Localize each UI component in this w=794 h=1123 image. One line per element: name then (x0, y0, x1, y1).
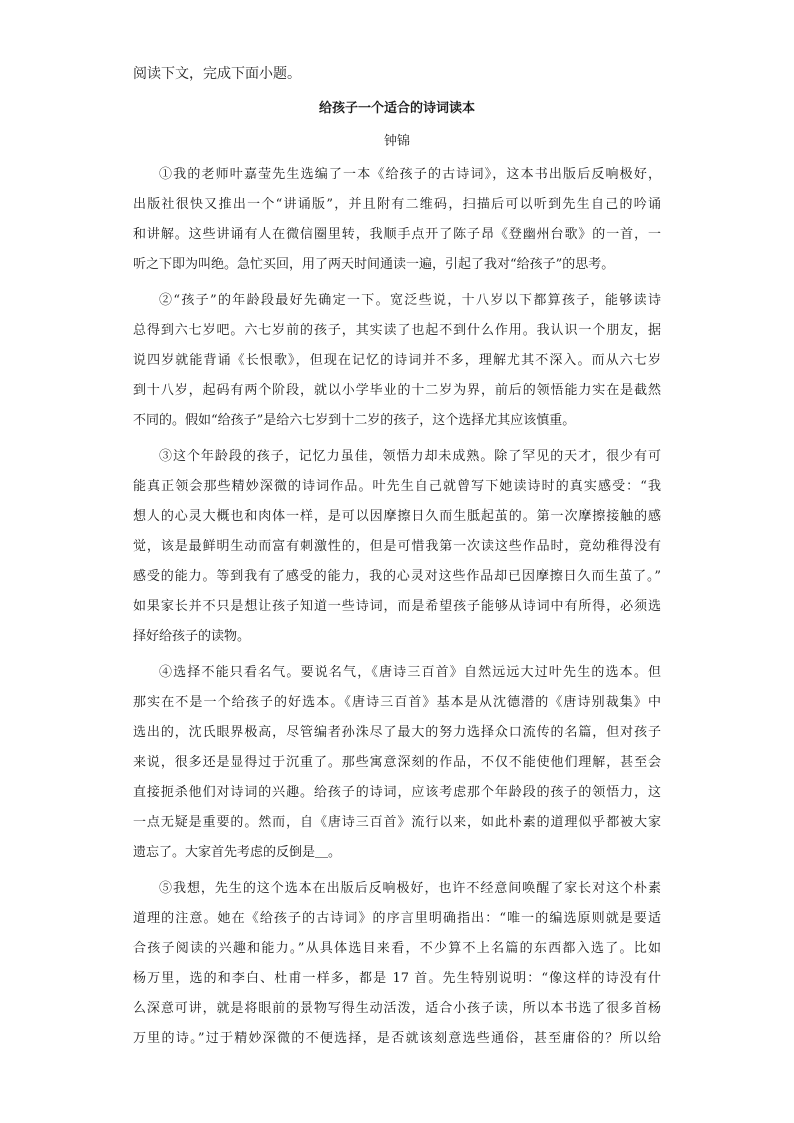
text-line: ②“孩子”的年龄段最好先确定一下。宽泛些说，十八岁以下都算孩子，能够读诗 (159, 293, 661, 308)
text-line: 选出的，沈氏眼界极高，尽管编者孙洙尽了最大的努力选择众口流传的名篇，但对孩子 (133, 725, 661, 740)
paragraph-5 (133, 874, 661, 1054)
text-line: 出版社很快又推出一个“讲诵版”，并且附有二维码，扫描后可以听到先生自己的吟诵 (133, 197, 661, 212)
text-line: 感受的能力。等到我有了感受的能力，我的心灵对这些作品却已因摩擦日久而生茧了。” (133, 569, 661, 584)
text-line: ④选择不能只看名气。要说名气，《唐诗三百首》自然远远大过叶先生的选本。但 (159, 665, 661, 680)
paragraph-2 (133, 286, 661, 436)
paragraph-4 (133, 658, 661, 868)
text-line: 择好给孩子的读物。 (133, 629, 251, 644)
text-line: 觉，该是最鲜明生动而富有刺激性的，但是可惜我第一次读这些作品时，竟幼稚得没有 (133, 539, 661, 554)
text-line: 合孩子阅读的兴趣和能力。”从具体选目来看，不少算不上名篇的东西都入选了。比如 (133, 941, 661, 956)
text-line: 直接扼杀他们对诗词的兴趣。给孩子的诗词，应该考虑那个年龄段的孩子的领悟力，这 (133, 785, 661, 800)
text-line: 和讲解。这些讲诵有人在微信圈里转，我顺手点开了陈子昂《登幽州台歌》的一首，一 (133, 227, 661, 242)
text-line: 如果家长并不只是想让孩子知道一些诗词，而是希望孩子能够从诗词中有所得，必须选 (133, 599, 661, 614)
text-line: 来说，很多还是显得过于沉重了。那些寓意深刻的作品，不仅不能使他们理解，甚至会 (133, 755, 661, 770)
paragraph-3 (133, 442, 661, 652)
text-line: 杨万里，选的和李白、杜甫一样多，都是 17 首。先生特别说明：“像这样的诗没有什 (133, 971, 661, 986)
text-line: 想人的心灵大概也和肉体一样，是可以因摩擦日久而生胝起茧的。第一次摩擦接触的感 (133, 509, 661, 524)
text-line: 听之下即为叫绝。急忙买回，用了两天时间通读一遍，引起了我对“给孩子”的思考。 (133, 257, 615, 272)
text-line: 遗忘了。大家首先考虑的反倒是＿。 (133, 845, 342, 860)
reading-instruction: 阅读下文，完成下面小题。 (133, 66, 301, 82)
text-line: 总得到六七岁吧。六七岁前的孩子，其实读了也起不到什么作用。我认识一个朋友，据 (133, 323, 661, 338)
text-line: 一点无疑是重要的。然而，自《唐诗三百首》流行以来，如此朴素的道理似乎都被大家 (133, 815, 661, 830)
text-line: 万里的诗。”过于精妙深微的不便选择，是否就该刻意选些通俗，甚至庸俗的？所以给 (133, 1031, 661, 1046)
text-line: 说四岁就能背诵《长恨歌》，但现在记忆的诗词并不多，理解尤其不深入。而从六七岁 (133, 353, 661, 368)
text-line: 不同的。假如“给孩子”是给六七岁到十二岁的孩子，这个选择尤其应该慎重。 (133, 413, 576, 428)
text-line: 能真正领会那些精妙深微的诗词作品。叶先生自己就曾写下她读诗时的真实感受：“我 (133, 479, 661, 494)
text-line: ①我的老师叶嘉莹先生选编了一本《给孩子的古诗词》，这本书出版后反响极好， (159, 167, 661, 182)
paragraph-1 (133, 160, 661, 280)
article-title: 给孩子一个适合的诗词读本 (318, 101, 475, 116)
article-body (133, 160, 661, 1054)
text-line: 到十八岁，起码有两个阶段，就以小学毕业的十二岁为界，前后的领悟能力实在是截然 (133, 383, 661, 398)
text-line: 那实在不是一个给孩子的好选本。《唐诗三百首》基本是从沈德潜的《唐诗别裁集》中 (133, 695, 661, 710)
text-line: 道理的注意。她在《给孩子的古诗词》的序言里明确指出：“唯一的编选原则就是要适 (133, 911, 661, 926)
text-line: ⑤我想，先生的这个选本在出版后反响极好，也许不经意间唤醒了家长对这个朴素 (159, 881, 661, 896)
text-line: 么深意可讲，就是将眼前的景物写得生动活泼，适合小孩子读，所以本书选了很多首杨 (133, 1001, 661, 1016)
article-author: 钟锦 (383, 134, 410, 149)
text-line: ③这个年龄段的孩子，记忆力虽佳，领悟力却未成熟。除了罕见的天才，很少有可 (159, 449, 661, 464)
